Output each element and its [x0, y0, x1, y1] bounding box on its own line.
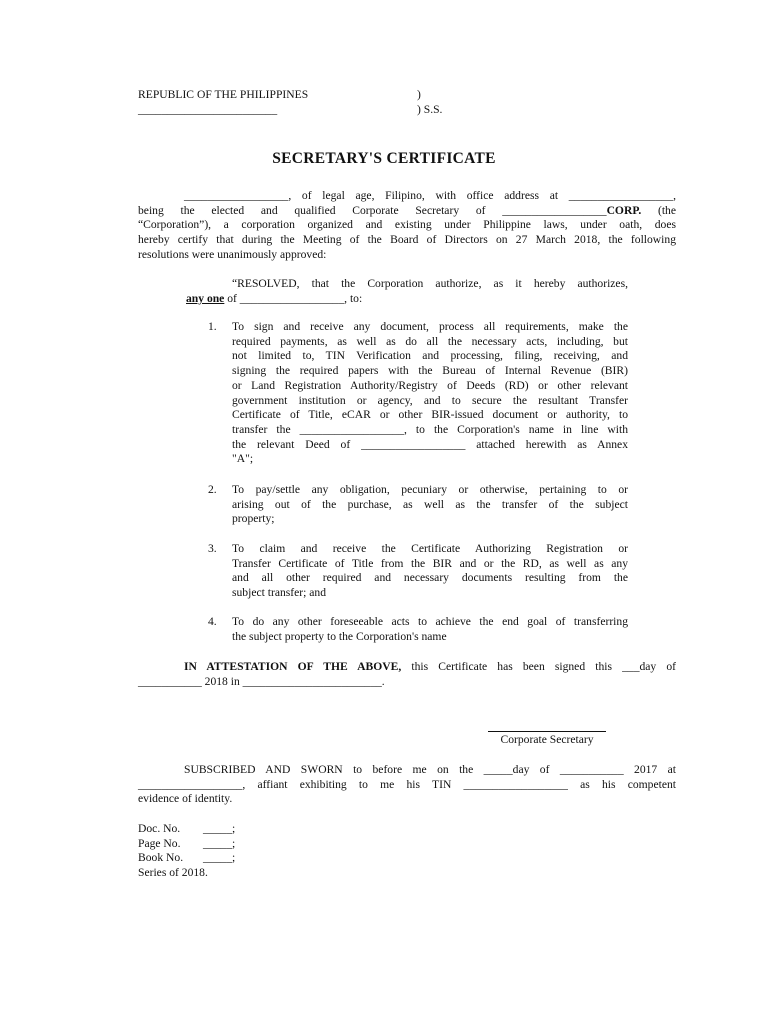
table-row	[138, 822, 235, 837]
list-item	[208, 542, 628, 601]
resolved-line-2-rest: of __________________, to:	[224, 291, 363, 305]
list-item	[208, 483, 628, 527]
list-item-line: signing the required papers with the Bureau of Internal Revenue (BIR)	[232, 364, 628, 378]
jurat-line-2: __________________, affiant exhibiting to me his TIN __________________ as his competent	[138, 777, 676, 791]
intro-line-2b: (the	[657, 203, 676, 217]
resolved-line-2	[186, 292, 628, 307]
list-item-line: To do any other foreseeable acts to achieve the end goal of transferring	[232, 615, 628, 628]
venue-blank: ________________________	[138, 102, 278, 116]
resolved-paragraph	[186, 277, 628, 306]
venue-ss: ) S.S.	[417, 102, 443, 116]
list-item-text	[232, 483, 628, 527]
list-item-line: To sign and receive any document, process all requirements, make the	[232, 320, 628, 333]
list-item-line: government institution or agency, and to secure the resultant Transfer	[232, 393, 628, 407]
list-item-number: 4.	[208, 615, 217, 628]
attestation-heading: IN ATTESTATION OF THE ABOVE,	[184, 660, 402, 673]
table-row	[138, 837, 235, 852]
list-item-line: or Land Registration Authority/Registry of Deeds (RD) or other relevant	[232, 378, 628, 392]
signature-label: Corporate Secretary	[488, 731, 606, 748]
list-item-number: 1.	[208, 320, 217, 333]
notary-label: Book No.	[138, 851, 184, 865]
venue-paren: )	[417, 88, 421, 101]
notary-value: _____;	[203, 836, 236, 850]
list-item-line: "A";	[232, 452, 254, 466]
resolved-line-1: “RESOLVED, that the Corporation authorize, as it hereby authorizes,	[232, 277, 628, 290]
page-title: SECRETARY'S CERTIFICATE	[272, 150, 496, 167]
list-item-line: transfer the __________________, to the Corporation's name in line with	[232, 422, 628, 436]
list-item-text	[232, 542, 628, 601]
notary-series: Series of 2018.	[138, 866, 208, 880]
list-item-line: Transfer Certificate of Title from the BIR and or the RD, as well as any	[232, 556, 628, 570]
list-item-line: subject transfer; and	[232, 586, 327, 600]
venue-country: REPUBLIC OF THE PHILIPPINES	[138, 88, 309, 101]
list-item-line: property;	[232, 512, 275, 526]
list-item-line: the relevant Deed of __________________ attached herewith as Annex	[232, 437, 628, 451]
signature-block	[488, 717, 606, 748]
list-item-text	[232, 320, 628, 467]
venue-ss-block	[417, 88, 442, 117]
notary-value: _____;	[203, 851, 236, 865]
notarial-register	[138, 822, 235, 881]
intro-line-3: “Corporation”), a corporation organized and existing under Philippine laws, under oath, does	[138, 218, 676, 232]
intro-line-2a: being the elected and qualified Corporate Secretary of __________________	[138, 203, 607, 217]
list-item-line: not limited to, TIN Verification and processing, filing, receiving, and	[232, 349, 628, 363]
attestation-line-1	[138, 660, 676, 675]
list-item-number: 3.	[208, 542, 217, 555]
any-one-label: any one	[186, 291, 225, 305]
list-item-text	[232, 615, 628, 644]
intro-line-2	[138, 204, 676, 219]
intro-line-5: resolutions were unanimously approved:	[138, 247, 327, 261]
list-item-line: required payments, as well as do all the necessary acts, including, but	[232, 334, 628, 348]
list-item	[208, 320, 628, 467]
table-row	[138, 866, 235, 881]
list-item-line: Certificate of Title, eCAR or other BIR-issued document or authority, to	[232, 408, 628, 422]
table-row	[138, 851, 235, 866]
intro-line-4: hereby certify that during the Meeting of the Board of Directors on 27 March 2018, the following	[138, 233, 676, 247]
jurat-line-3: evidence of identity.	[138, 792, 233, 806]
notary-value: _____;	[203, 822, 236, 835]
list-item-line: and all other required and necessary documents resulting from the	[232, 571, 628, 585]
notarial-table	[138, 822, 235, 881]
attestation-paragraph	[138, 660, 676, 689]
list-item-line: To claim and receive the Certificate Authorizing Registration or	[232, 542, 628, 555]
list-item-line: To pay/settle any obligation, pecuniary or otherwise, pertaining to or	[232, 483, 628, 496]
attestation-line-2: ___________ 2018 in ________________________.	[138, 674, 385, 688]
attestation-rest: this Certificate has been signed this ___day of	[401, 660, 676, 673]
list-item-line: the subject property to the Corporation's name	[232, 629, 447, 643]
corp-label: CORP.	[606, 203, 642, 217]
intro-paragraph	[138, 189, 676, 263]
list-item-number: 2.	[208, 483, 217, 496]
list-item	[208, 615, 628, 644]
notary-label: Page No.	[138, 836, 181, 850]
jurat-paragraph	[138, 763, 676, 807]
intro-line-1: __________________, of legal age, Filipino, with office address at __________________,	[184, 189, 676, 202]
notary-label: Doc. No.	[138, 822, 181, 835]
list-item-line: arising out of the purchase, as well as the transfer of the subject	[232, 497, 628, 511]
venue-block	[138, 88, 308, 117]
jurat-line-1: SUBSCRIBED AND SWORN to before me on the _____day of ___________ 2017 at	[184, 763, 676, 776]
